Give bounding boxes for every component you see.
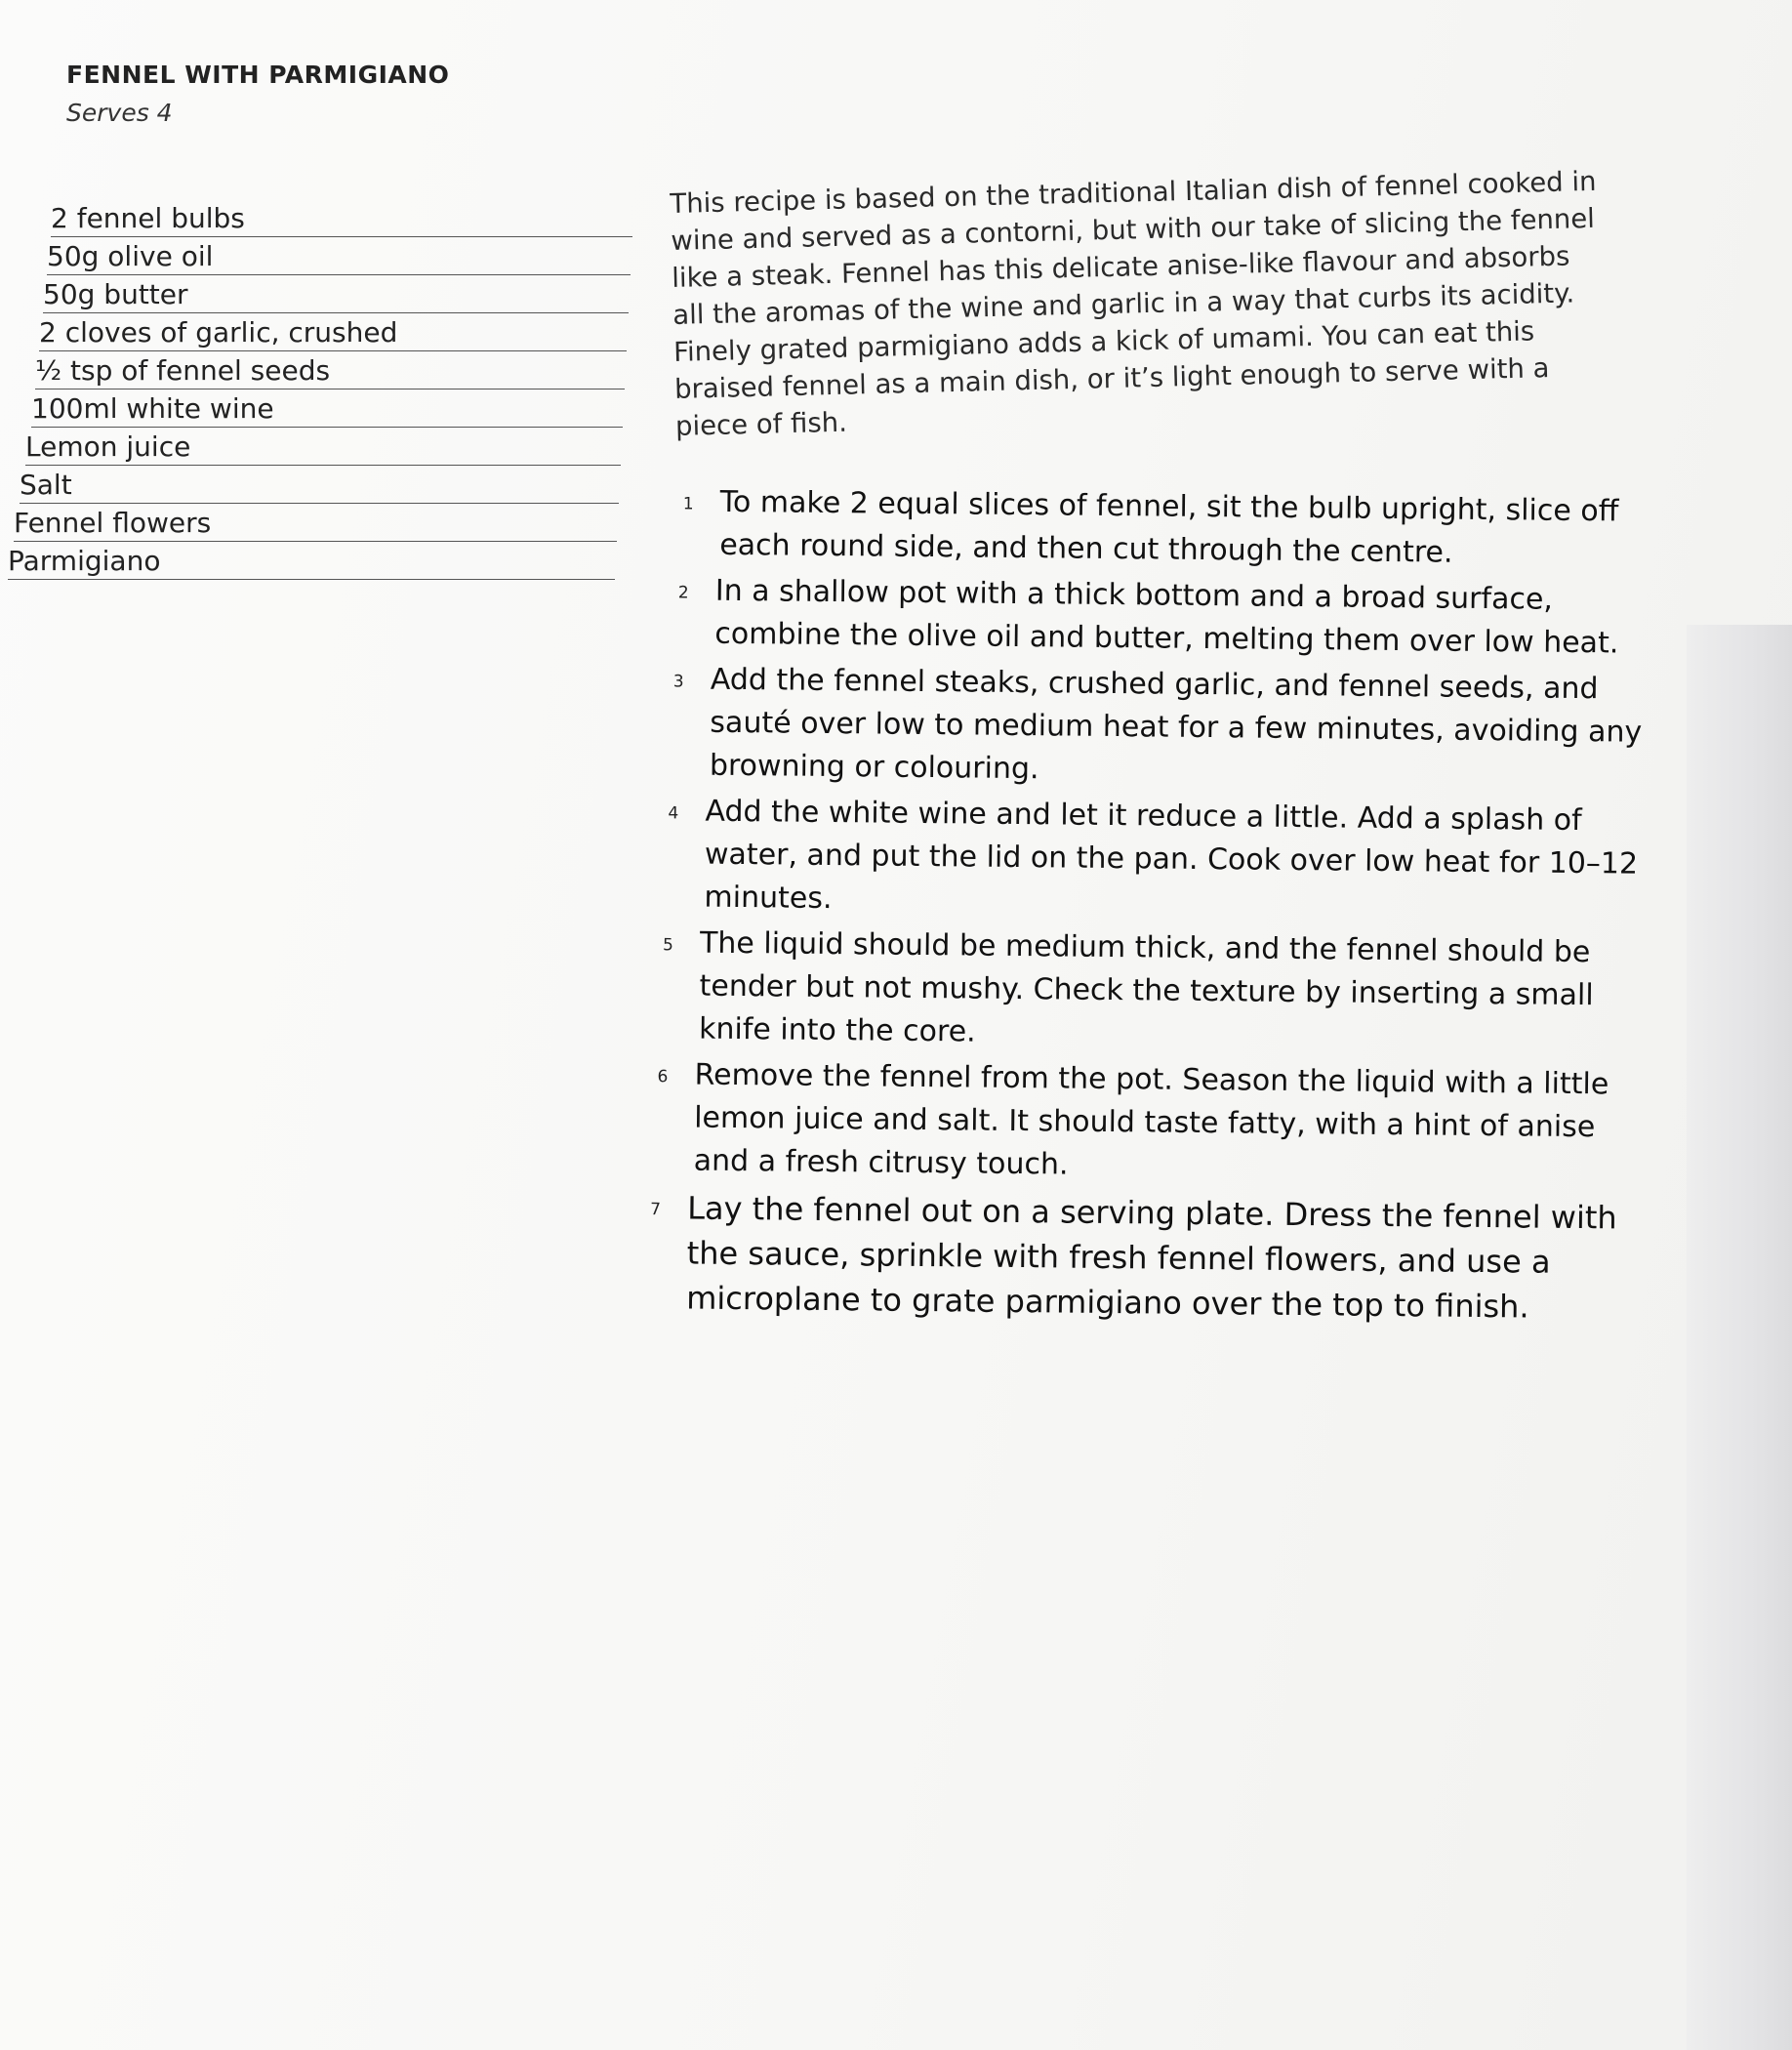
recipe-intro: This recipe is based on the traditional Italian dish of fennel cooked in wine and served as a contorni, but with our take of slicing the fennel like a steak. Fennel has this delicate anise-like flavour and absorbs all the aromas of the wine and garlic in a way that curbs its acidity. Finely grated parmigiano adds a kick of umami. You can eat this braised fennel as a main dish, or it’s light enough to serve with a piece of fish. [670,165,1597,442]
serves-count: Serves 4 [66,99,173,127]
ingredient-item: Fennel flowers [14,504,617,542]
ingredient-item: ½ tsp of fennel seeds [35,351,625,390]
step-item [631,1185,1651,1331]
ingredient-item: 100ml white wine [31,390,623,428]
step-number: 3 [672,672,684,692]
step-number: 6 [657,1067,669,1087]
page-edge-shadow [1687,625,1792,2050]
ingredient-item: 50g butter [43,275,629,313]
ingredient-item: Lemon juice [25,428,621,466]
method-steps [635,480,1659,1333]
ingredient-item: 2 cloves of garlic, crushed [39,313,627,351]
step-number: 4 [668,803,679,824]
step-item [665,480,1659,577]
step-item [655,658,1657,798]
step-item [638,1053,1652,1193]
step-text: Add the white wine and let it reduce a little. Add a splash of water, and put the lid on the pan. Cook over low heat for 10–12 minutes. [704,794,1639,917]
step-number: 2 [677,583,689,603]
step-item [660,569,1658,666]
step-text: Lay the fennel out on a serving plate. Dress the fennel with the sauce, sprinkle with fresh fennel flowers, and use a microplane to grate parmigiano over the top to finish. [686,1189,1617,1326]
step-text: Remove the fennel from the pot. Season the liquid with a little lemon juice and salt. It should taste fatty, with a hint of anise and a fresh citrusy touch. [693,1057,1609,1182]
step-text: In a shallow pot with a thick bottom and a broad surface, combine the olive oil and butter, melting them over low heat. [714,573,1619,661]
step-number: 1 [682,494,694,514]
step-number: 5 [662,935,673,956]
recipe-header [66,61,449,127]
recipe-title: FENNEL WITH PARMIGIANO [66,61,450,89]
step-item [644,922,1654,1061]
step-text: The liquid should be medium thick, and the fennel should be tender but not mushy. Check the texture by inserting a small knife into the core. [698,925,1594,1049]
ingredient-list [6,199,627,580]
ingredient-item: 2 fennel bulbs [51,199,632,237]
step-text: Add the fennel steaks, crushed garlic, and fennel seeds, and sauté over low to medium heat for a few minutes, avoiding any browning or colouring. [709,662,1643,787]
ingredient-item: Parmigiano [8,542,615,580]
step-item [649,790,1655,929]
ingredient-item: 50g olive oil [47,237,631,275]
ingredient-item: Salt [20,466,619,504]
step-number: 7 [650,1200,662,1220]
step-text: To make 2 equal slices of fennel, sit the bulb upright, slice off each round side, and then cut through the centre. [719,484,1619,570]
